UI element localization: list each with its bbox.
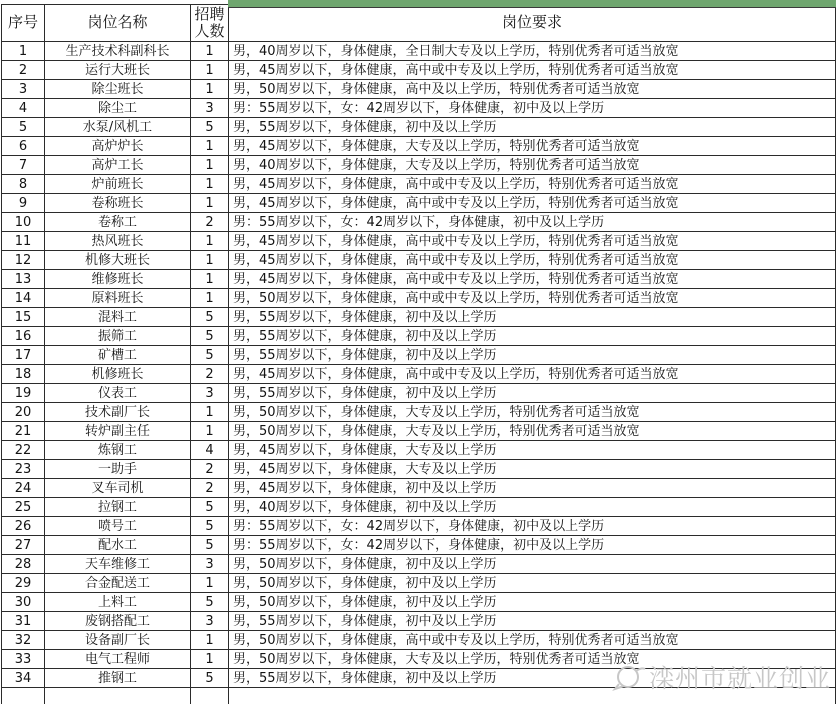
row-index-cell: 24 (2, 479, 45, 498)
table-row (2, 118, 836, 137)
position-name-cell: 天车维修工 (45, 555, 191, 574)
requirements-cell: 男，50周岁以下，身体健康，初中及以上学历 (229, 574, 836, 593)
row-index-cell: 28 (2, 555, 45, 574)
requirements-cell: 男，50周岁以下，身体健康，大专及以上学历，特别优秀者可适当放宽 (229, 422, 836, 441)
requirements-cell: 男：55周岁以下，女：42周岁以下，身体健康，初中及以上学历 (229, 536, 836, 555)
partial-empty-row (2, 688, 836, 704)
requirements-cell: 男，45周岁以下，身体健康，高中或中专及以上学历，特别优秀者可适当放宽 (229, 194, 836, 213)
requirements-cell: 男，50周岁以下，身体健康，初中及以上学历 (229, 593, 836, 612)
requirements-cell: 男，55周岁以下，身体健康，初中及以上学历 (229, 384, 836, 403)
headcount-cell: 2 (191, 460, 229, 479)
row-index-cell: 32 (2, 631, 45, 650)
headcount-cell: 1 (191, 232, 229, 251)
table-body (2, 42, 836, 688)
position-name-cell: 生产技术科副科长 (45, 42, 191, 61)
headcount-cell: 1 (191, 422, 229, 441)
empty-cell (229, 688, 836, 704)
table-row (2, 99, 836, 118)
table-row (2, 156, 836, 175)
table-row (2, 346, 836, 365)
position-name-cell: 机修大班长 (45, 251, 191, 270)
requirements-cell: 男，55周岁以下，身体健康，初中及以上学历 (229, 669, 836, 688)
row-index-cell: 6 (2, 137, 45, 156)
position-name-cell: 维修班长 (45, 270, 191, 289)
position-name-cell: 技术副厂长 (45, 403, 191, 422)
headcount-cell: 1 (191, 61, 229, 80)
requirements-cell: 男：55周岁以下，女：42周岁以下，身体健康，初中及以上学历 (229, 517, 836, 536)
position-name-cell: 除尘工 (45, 99, 191, 118)
headcount-cell: 1 (191, 194, 229, 213)
table-row (2, 460, 836, 479)
headcount-cell: 1 (191, 631, 229, 650)
requirements-cell: 男，55周岁以下，身体健康，初中及以上学历 (229, 327, 836, 346)
requirements-cell: 男，50周岁以下，身体健康，大专及以上学历，特别优秀者可适当放宽 (229, 650, 836, 669)
position-name-cell: 水泵/风机工 (45, 118, 191, 137)
row-index-cell: 2 (2, 61, 45, 80)
requirements-cell: 男，45周岁以下，身体健康，高中或中专及以上学历，特别优秀者可适当放宽 (229, 61, 836, 80)
headcount-cell: 5 (191, 669, 229, 688)
requirements-cell: 男，50周岁以下，身体健康，高中或中专及以上学历，特别优秀者可适当放宽 (229, 631, 836, 650)
row-index-cell: 8 (2, 175, 45, 194)
headcount-cell: 1 (191, 175, 229, 194)
row-index-cell: 16 (2, 327, 45, 346)
table-row (2, 308, 836, 327)
row-index-cell: 7 (2, 156, 45, 175)
headcount-cell: 4 (191, 441, 229, 460)
headcount-cell: 2 (191, 365, 229, 384)
position-name-cell: 喷号工 (45, 517, 191, 536)
requirements-cell: 男，55周岁以下，身体健康，初中及以上学历 (229, 612, 836, 631)
position-name-cell: 设备副厂长 (45, 631, 191, 650)
row-index-cell: 33 (2, 650, 45, 669)
requirements-cell: 男：55周岁以下，女：42周岁以下，身体健康，初中及以上学历 (229, 213, 836, 232)
headcount-cell: 3 (191, 612, 229, 631)
table-row (2, 213, 836, 232)
requirements-cell: 男，55周岁以下，身体健康，初中及以上学历 (229, 118, 836, 137)
requirements-cell: 男，50周岁以下，身体健康，高中及以上学历，特别优秀者可适当放宽 (229, 80, 836, 99)
headcount-cell: 1 (191, 137, 229, 156)
table-row (2, 137, 836, 156)
headcount-cell: 5 (191, 517, 229, 536)
requirements-cell: 男，55周岁以下，身体健康，初中及以上学历 (229, 308, 836, 327)
header-requirements: 岗位要求 (229, 5, 836, 42)
row-index-cell: 31 (2, 612, 45, 631)
row-index-cell: 14 (2, 289, 45, 308)
row-index-cell: 22 (2, 441, 45, 460)
watermark-text: 滦州市就业创业 (648, 664, 831, 693)
position-name-cell: 机修班长 (45, 365, 191, 384)
position-name-cell: 混料工 (45, 308, 191, 327)
requirements-cell: 男，55周岁以下，身体健康，初中及以上学历 (229, 346, 836, 365)
row-index-cell: 30 (2, 593, 45, 612)
headcount-cell: 5 (191, 593, 229, 612)
headcount-cell: 1 (191, 403, 229, 422)
headcount-cell: 3 (191, 555, 229, 574)
table-row (2, 384, 836, 403)
requirements-cell: 男，45周岁以下，身体健康，高中或中专及以上学历，特别优秀者可适当放宽 (229, 365, 836, 384)
row-index-cell: 1 (2, 42, 45, 61)
requirements-cell: 男，40周岁以下，身体健康，大专及以上学历，特别优秀者可适当放宽 (229, 156, 836, 175)
table-header (2, 5, 836, 42)
headcount-cell: 1 (191, 156, 229, 175)
position-name-cell: 热风班长 (45, 232, 191, 251)
table-row (2, 517, 836, 536)
table-row (2, 650, 836, 669)
headcount-cell: 2 (191, 213, 229, 232)
headcount-cell: 5 (191, 498, 229, 517)
requirements-cell: 男，45周岁以下，身体健康，高中或中专及以上学历，特别优秀者可适当放宽 (229, 251, 836, 270)
table-row (2, 80, 836, 99)
empty-cell (191, 688, 229, 704)
row-index-cell: 27 (2, 536, 45, 555)
row-index-cell: 13 (2, 270, 45, 289)
table-row (2, 403, 836, 422)
row-index-cell: 19 (2, 384, 45, 403)
headcount-cell: 2 (191, 479, 229, 498)
empty-cell (2, 688, 45, 704)
position-name-cell: 配水工 (45, 536, 191, 555)
requirements-cell: 男，45周岁以下，身体健康，高中或中专及以上学历，特别优秀者可适当放宽 (229, 270, 836, 289)
position-name-cell: 原料班长 (45, 289, 191, 308)
headcount-cell: 1 (191, 270, 229, 289)
position-name-cell: 运行大班长 (45, 61, 191, 80)
table-row (2, 612, 836, 631)
table-row (2, 232, 836, 251)
row-index-cell: 15 (2, 308, 45, 327)
table-row (2, 194, 836, 213)
row-index-cell: 20 (2, 403, 45, 422)
requirements-cell: 男，40周岁以下，身体健康，初中及以上学历 (229, 498, 836, 517)
headcount-cell: 1 (191, 80, 229, 99)
row-index-cell: 21 (2, 422, 45, 441)
row-index-cell: 10 (2, 213, 45, 232)
headcount-cell: 5 (191, 346, 229, 365)
position-name-cell: 矿槽工 (45, 346, 191, 365)
table-row (2, 289, 836, 308)
position-name-cell: 推钢工 (45, 669, 191, 688)
header-index: 序号 (2, 5, 45, 42)
table-row (2, 574, 836, 593)
empty-cell (45, 688, 191, 704)
row-index-cell: 12 (2, 251, 45, 270)
recruitment-table (1, 4, 836, 704)
headcount-cell: 1 (191, 650, 229, 669)
table-row (2, 479, 836, 498)
requirements-cell: 男，45周岁以下，身体健康，高中或中专及以上学历，特别优秀者可适当放宽 (229, 232, 836, 251)
table-row (2, 365, 836, 384)
row-index-cell: 11 (2, 232, 45, 251)
headcount-cell: 5 (191, 327, 229, 346)
table-row (2, 175, 836, 194)
table-row (2, 61, 836, 80)
position-name-cell: 卷称工 (45, 213, 191, 232)
headcount-cell: 1 (191, 574, 229, 593)
requirements-cell: 男，45周岁以下，身体健康，大专及以上学历，特别优秀者可适当放宽 (229, 137, 836, 156)
row-index-cell: 3 (2, 80, 45, 99)
headcount-cell: 5 (191, 308, 229, 327)
requirements-cell: 男，45周岁以下，身体健康，大专及以上学历 (229, 460, 836, 479)
table-row (2, 270, 836, 289)
position-name-cell: 废钢搭配工 (45, 612, 191, 631)
row-index-cell: 4 (2, 99, 45, 118)
position-name-cell: 炼钢工 (45, 441, 191, 460)
position-name-cell: 高炉工长 (45, 156, 191, 175)
table-row (2, 536, 836, 555)
headcount-cell: 3 (191, 99, 229, 118)
position-name-cell: 上料工 (45, 593, 191, 612)
table-row (2, 251, 836, 270)
table-footer-partial (2, 688, 836, 704)
position-name-cell: 一助手 (45, 460, 191, 479)
requirements-cell: 男：55周岁以下，女：42周岁以下，身体健康，初中及以上学历 (229, 99, 836, 118)
row-index-cell: 9 (2, 194, 45, 213)
requirements-cell: 男，45周岁以下，身体健康，大专及以上学历 (229, 441, 836, 460)
position-name-cell: 炉前班长 (45, 175, 191, 194)
position-name-cell: 电气工程师 (45, 650, 191, 669)
table-row (2, 42, 836, 61)
requirements-cell: 男，45周岁以下，身体健康，高中或中专及以上学历，特别优秀者可适当放宽 (229, 175, 836, 194)
row-index-cell: 18 (2, 365, 45, 384)
requirements-cell: 男，50周岁以下，身体健康，高中或中专及以上学历，特别优秀者可适当放宽 (229, 289, 836, 308)
table-row (2, 441, 836, 460)
position-name-cell: 振筛工 (45, 327, 191, 346)
header-headcount: 招聘人数 (191, 5, 229, 42)
table-row (2, 669, 836, 688)
row-index-cell: 5 (2, 118, 45, 137)
row-index-cell: 29 (2, 574, 45, 593)
headcount-cell: 1 (191, 42, 229, 61)
requirements-cell: 男，40周岁以下，身体健康，全日制大专及以上学历，特别优秀者可适当放宽 (229, 42, 836, 61)
position-name-cell: 拉钢工 (45, 498, 191, 517)
headcount-cell: 3 (191, 384, 229, 403)
headcount-cell: 5 (191, 536, 229, 555)
position-name-cell: 合金配送工 (45, 574, 191, 593)
headcount-cell: 5 (191, 118, 229, 137)
position-name-cell: 除尘班长 (45, 80, 191, 99)
green-header-strip (228, 0, 836, 8)
position-name-cell: 仪表工 (45, 384, 191, 403)
row-index-cell: 34 (2, 669, 45, 688)
table-row (2, 555, 836, 574)
row-index-cell: 25 (2, 498, 45, 517)
row-index-cell: 23 (2, 460, 45, 479)
position-name-cell: 叉车司机 (45, 479, 191, 498)
position-name-cell: 卷称班长 (45, 194, 191, 213)
header-position-name: 岗位名称 (45, 5, 191, 42)
row-index-cell: 26 (2, 517, 45, 536)
table-row (2, 327, 836, 346)
headcount-cell: 1 (191, 251, 229, 270)
requirements-cell: 男，45周岁以下，身体健康，初中及以上学历 (229, 479, 836, 498)
table-row (2, 593, 836, 612)
table-row (2, 631, 836, 650)
position-name-cell: 高炉炉长 (45, 137, 191, 156)
table-row (2, 498, 836, 517)
requirements-cell: 男，50周岁以下，身体健康，初中及以上学历 (229, 555, 836, 574)
headcount-cell: 1 (191, 289, 229, 308)
requirements-cell: 男，50周岁以下，身体健康，大专及以上学历，特别优秀者可适当放宽 (229, 403, 836, 422)
position-name-cell: 转炉副主任 (45, 422, 191, 441)
row-index-cell: 17 (2, 346, 45, 365)
header-row (2, 5, 836, 42)
table-row (2, 422, 836, 441)
